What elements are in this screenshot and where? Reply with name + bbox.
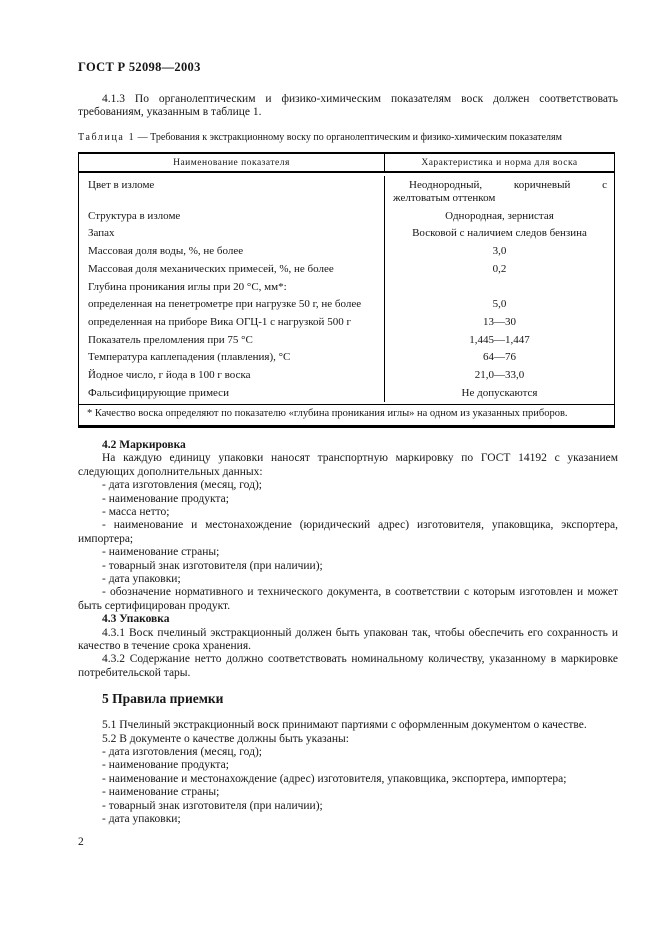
table-row [79, 313, 614, 331]
table-row [79, 296, 614, 314]
list-item: - дата упаковки; [102, 813, 181, 826]
row-value: 3,0 [384, 243, 614, 261]
paragraph-4-1-3: 4.1.3 По органолептическим и физико-химическим показателям воск должен соответствовать требованиям, указанным в таблице 1. [78, 93, 618, 119]
table-row [79, 225, 614, 243]
document-code: ГОСТ Р 52098—2003 [78, 60, 201, 74]
table-footnote: * Качество воска определяют по показателю «глубина проникания иглы» на одном из указанных приборов. [79, 404, 614, 425]
heading-5-acceptance-rules: 5 Правила приемки [102, 691, 224, 707]
row-indicator: Йодное число, г йода в 100 г воска [88, 369, 251, 382]
list-item: - наименование и местонахождение (юридический адрес) изготовителя, упаковщика, экспортера, импортера; [78, 519, 618, 545]
paragraph-4-3-2: 4.3.2 Содержание нетто должно соответствовать номинальному количеству, указанному в маркировке потребительской тары. [78, 653, 618, 679]
table-row [79, 349, 614, 367]
list-item: - наименование продукта; [102, 759, 229, 772]
row-indicator: Массовая доля воды, %, не более [88, 245, 244, 258]
list-item: - наименование продукта; [102, 492, 229, 505]
list-item: - товарный знак изготовителя (при наличии); [102, 559, 323, 572]
row-value [384, 278, 614, 296]
requirements-table [78, 152, 615, 428]
row-indicator: Структура в изломе [88, 209, 181, 222]
row-value: 64—76 [384, 349, 614, 367]
list-item: - товарный знак изготовителя (при наличии); [102, 799, 323, 812]
list-item: - обозначение нормативного и технического документа, в соответствии с которым изготовлен и может быть сертифицирован продукт. [78, 586, 618, 612]
row-indicator: Запах [88, 227, 115, 240]
row-indicator: Массовая доля механических примесей, %, не более [88, 262, 334, 275]
list-item: - дата изготовления (месяц, год); [102, 479, 262, 492]
paragraph-5-2: 5.2 В документе о качестве должны быть указаны: [102, 732, 349, 745]
row-value: 1,445—1,447 [384, 331, 614, 349]
document-page [78, 60, 618, 848]
list-item: - наименование страны; [102, 546, 220, 559]
row-value: 13—30 [384, 313, 614, 331]
table-row [79, 278, 614, 296]
list-item: - дата изготовления (месяц, год); [102, 746, 262, 759]
row-value: 0,2 [384, 260, 614, 278]
paragraph-4-3-1: 4.3.1 Воск пчелиный экстракционный должен быть упакован так, чтобы обеспечить его сохранность и качество в течение срока хранения. [78, 626, 618, 653]
row-indicator: Цвет в изломе [88, 178, 155, 191]
row-indicator: Температура каплепадения (плавления), °С [88, 351, 291, 364]
table-caption-label: Таблица 1 [78, 131, 136, 143]
heading-4-2-marking: 4.2 Маркировка [102, 438, 186, 451]
row-indicator: определенная на пенетрометре при нагрузке 50 г, не более [88, 298, 362, 311]
row-indicator: определенная на приборе Вика ОГЦ-1 с нагрузкой 500 г [88, 315, 351, 328]
table-row [79, 260, 614, 278]
table-row [79, 331, 614, 349]
column-header-indicator: Наименование показателя [173, 157, 290, 168]
column-header-characteristic: Характеристика и норма для воска [384, 154, 614, 172]
marking-intro: На каждую единицу упаковки наносят транспортную маркировку по ГОСТ 14192 с указанием следующих дополнительных данных: [78, 452, 618, 478]
row-value: Неоднородный, коричневый с желтоватым оттенком [384, 176, 614, 207]
table-caption-text: — Требования к экстракционному воску по органолептическим и физико-химическим показателям [137, 131, 562, 143]
row-indicator: Глубина проникания иглы при 20 °С, мм*: [88, 280, 287, 293]
page-number: 2 [78, 835, 84, 848]
list-item: - наименование страны; [102, 786, 220, 799]
row-value: Восковой с наличием следов бензина [384, 225, 614, 243]
table-row [79, 243, 614, 261]
row-value: Не допускаются [384, 384, 614, 402]
list-item: - масса нетто; [102, 505, 170, 518]
row-indicator: Фальсифицирующие примеси [88, 386, 229, 399]
paragraph-5-1: 5.1 Пчелиный экстракционный воск принимают партиями с оформленным документом о качестве. [102, 719, 587, 732]
table-row [79, 207, 614, 225]
row-value: Однородная, зернистая [384, 207, 614, 225]
table-row [79, 367, 614, 385]
row-indicator: Показатель преломления при 75 °С [88, 333, 253, 346]
table-row [79, 176, 614, 207]
list-item: - дата упаковки; [102, 573, 181, 586]
row-value: 21,0—33,0 [384, 367, 614, 385]
row-value: 5,0 [384, 296, 614, 314]
table-header-row [79, 154, 614, 174]
heading-4-3-packaging: 4.3 Упаковка [102, 613, 170, 626]
table-body [79, 173, 614, 404]
list-item: - наименование и местонахождение (адрес) изготовителя, упаковщика, экспортера, импортера; [102, 772, 567, 785]
table-caption [78, 132, 606, 144]
table-row [79, 384, 614, 402]
